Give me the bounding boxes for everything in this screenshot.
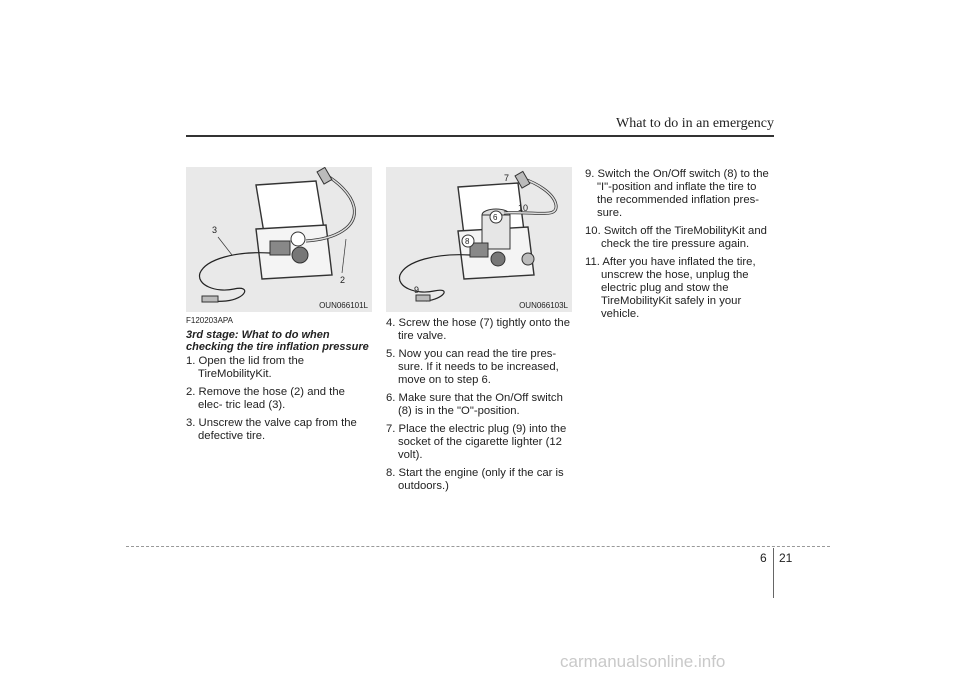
callout-6: 6	[493, 213, 498, 222]
section-title: What to do in an emergency	[616, 116, 774, 131]
column-1	[186, 316, 372, 448]
watermark: carmanualsonline.info	[560, 652, 726, 671]
figure-code-label: OUN066101L	[319, 301, 368, 310]
column-3	[585, 168, 775, 326]
callout-8: 8	[465, 237, 470, 246]
step-8: 8. Start the engine (only if the car is outdoors.)	[386, 467, 564, 492]
chapter-number: 6	[760, 551, 767, 565]
callout-7: 7	[504, 173, 510, 183]
step-4: 4. Screw the hose (7) tightly onto the tire valve.	[386, 317, 570, 342]
step-11: 11. After you have inflated the tire, unscrew the hose, unplug the electric plug and stow the TireMobilityKit safely in your vehicle.	[585, 256, 756, 320]
steps-list-1	[186, 355, 372, 443]
step-1: 1. Open the lid from the TireMobilityKit.	[186, 355, 305, 380]
page-number: 21	[779, 551, 793, 565]
figure-tire-kit-connected	[386, 167, 572, 312]
callout-3: 3	[212, 225, 218, 235]
steps-list-3	[585, 168, 775, 321]
step-10: 10. Switch off the TireMobilityKit and check the tire pressure again.	[585, 225, 767, 250]
figure-code-label: OUN066103L	[519, 301, 568, 310]
footer-dashed-rule	[126, 546, 830, 547]
callout-10: 10	[518, 203, 529, 213]
step-6: 6. Make sure that the On/Off switch (8) is in the "O"-position.	[386, 392, 563, 417]
tire-kit-connected-illustration	[386, 167, 572, 312]
step-9: 9. Switch the On/Off switch (8) to the "I"-position and inflate the tire to the recommended inflation pres- sure.	[585, 168, 769, 219]
subheading: 3rd stage: What to do when checking the tire inflation pressure	[186, 329, 369, 353]
column-2	[386, 317, 574, 498]
step-5: 5. Now you can read the tire pres- sure. If it needs to be increased, move on to step 6.	[386, 348, 559, 386]
figure-reference-code: F120203APA	[186, 316, 233, 325]
figure-tire-kit-open	[186, 167, 372, 312]
callout-2: 2	[340, 275, 346, 285]
header-rule	[186, 135, 774, 137]
steps-list-2	[386, 317, 574, 493]
step-7: 7. Place the electric plug (9) into the socket of the cigarette lighter (12 volt).	[386, 423, 567, 461]
step-3: 3. Unscrew the valve cap from the defective tire.	[186, 417, 357, 442]
tire-kit-illustration	[186, 167, 372, 312]
step-2: 2. Remove the hose (2) and the elec- tric lead (3).	[186, 386, 345, 411]
callout-9: 9	[414, 285, 420, 295]
footer-vertical-rule	[773, 548, 774, 598]
